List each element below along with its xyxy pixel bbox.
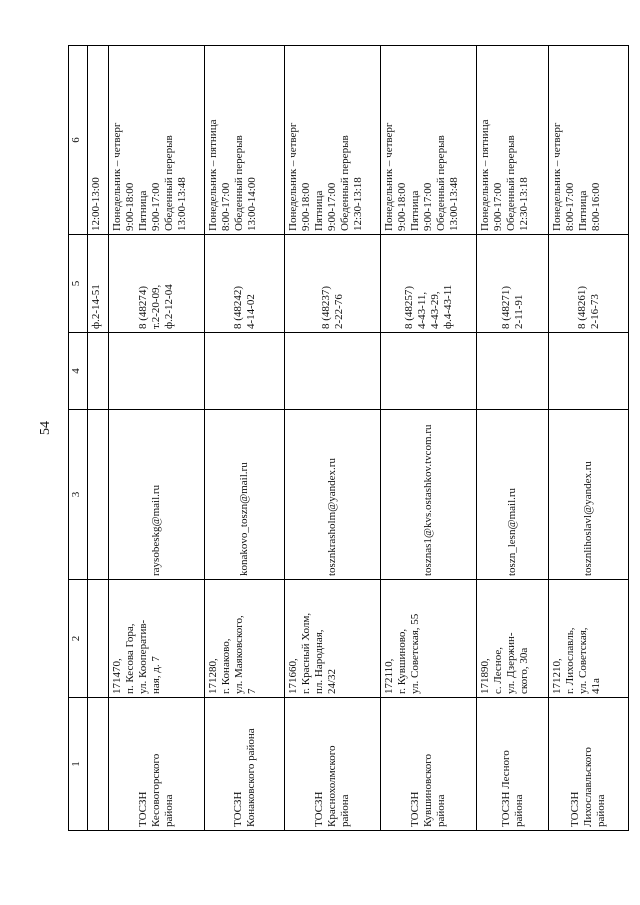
header-cell: 5	[69, 235, 88, 333]
office-address: 171210, г. Лихославль, ул. Советская, 41а	[549, 580, 629, 698]
office-hours: Понедельник – четверг 9:00-18:00 Пятница 9:00-17:00 Обеденный перерыв 13:00-13:48	[109, 46, 205, 235]
office-name: ТОСЗН Кувшиновского района	[381, 698, 477, 831]
office-hours: Понедельник – четверг 8:00-17:00 Пятница 8:00-16:00	[549, 46, 629, 235]
table-row	[381, 46, 477, 831]
header-cell: 2	[69, 580, 88, 698]
header-cell: 6	[69, 46, 88, 235]
cont-hours: 12:00-13:00	[88, 46, 109, 235]
office-hours: Понедельник – пятница 9:00-17:00 Обеденный перерыв 12:30-13:18	[477, 46, 549, 235]
office-name: ТОСЗН Конаковского района	[205, 698, 285, 831]
office-address: 171280, г. Конаково, ул. Маяковского, 7	[205, 580, 285, 698]
office-phone: 8 (48237) 2-22-76	[285, 235, 381, 333]
table-row	[549, 46, 629, 831]
office-col4	[205, 333, 285, 410]
office-address: 171890, с. Лесное, ул. Дзержин- ского, 30а	[477, 580, 549, 698]
office-phone: 8 (48242) 4-14-02	[205, 235, 285, 333]
office-email: toszn_lesn@mail.ru	[477, 410, 549, 580]
office-name: ТОСЗН Лихославльского района	[549, 698, 629, 831]
office-phone: 8 (48274) т.2-20-09, ф.2-12-04	[109, 235, 205, 333]
office-address: 171470, п. Кесова Гора, ул. Кооператив- ная, д. 7	[109, 580, 205, 698]
table-row	[477, 46, 549, 831]
continuation-row	[88, 46, 109, 831]
office-email: tosznkrasholm@yandex.ru	[285, 410, 381, 580]
table-row	[205, 46, 285, 831]
header-cell: 4	[69, 333, 88, 410]
office-phone: 8 (48271) 2-11-91	[477, 235, 549, 333]
office-name: ТОСЗН Кесовогорского района	[109, 698, 205, 831]
cont-col3	[88, 410, 109, 580]
header-cell: 1	[69, 698, 88, 831]
office-address: 171660, г. Красный Холм, пл. Народная, 24/32	[285, 580, 381, 698]
office-phone: 8 (48261) 2-16-73	[549, 235, 629, 333]
cont-col2	[88, 580, 109, 698]
office-col4	[549, 333, 629, 410]
table-row	[285, 46, 381, 831]
office-email: konakovo_toszn@mail.ru	[205, 410, 285, 580]
page-number: 54	[38, 421, 53, 435]
office-hours: Понедельник – пятница 8:00-17:00 Обеденный перерыв 13:00-14:00	[205, 46, 285, 235]
table-row	[109, 46, 205, 831]
office-col4	[477, 333, 549, 410]
header-row	[69, 46, 88, 831]
office-email: tosznlihoslavl@yandex.ru	[549, 410, 629, 580]
office-email: tosznas1@kvs.ostashkov.tvcom.ru	[381, 410, 477, 580]
rotated-table-container	[68, 46, 609, 831]
cont-col4	[88, 333, 109, 410]
header-cell: 3	[69, 410, 88, 580]
office-name: ТОСЗН Краснохолмского района	[285, 698, 381, 831]
cont-phone: ф.2-14-51	[88, 235, 109, 333]
office-address: 172110, г. Кувшиново, ул. Советская, 55	[381, 580, 477, 698]
office-col4	[109, 333, 205, 410]
office-col4	[285, 333, 381, 410]
office-phone: 8 (48257) 4-43-11, 4-43-29, ф.4-43-11	[381, 235, 477, 333]
office-hours: Понедельник – четверг 9:00-18:00 Пятница 9:00-17:00 Обеденный перерыв 12:30-13:18	[285, 46, 381, 235]
office-hours: Понедельник – четверг 9:00-18:00 Пятница 9:00-17:00 Обеденный перерыв 13:00-13:48	[381, 46, 477, 235]
cont-col1	[88, 698, 109, 831]
offices-table	[68, 45, 629, 831]
office-col4	[381, 333, 477, 410]
office-email: raysobeskg@mail.ru	[109, 410, 205, 580]
office-name: ТОСЗН Лесного района	[477, 698, 549, 831]
